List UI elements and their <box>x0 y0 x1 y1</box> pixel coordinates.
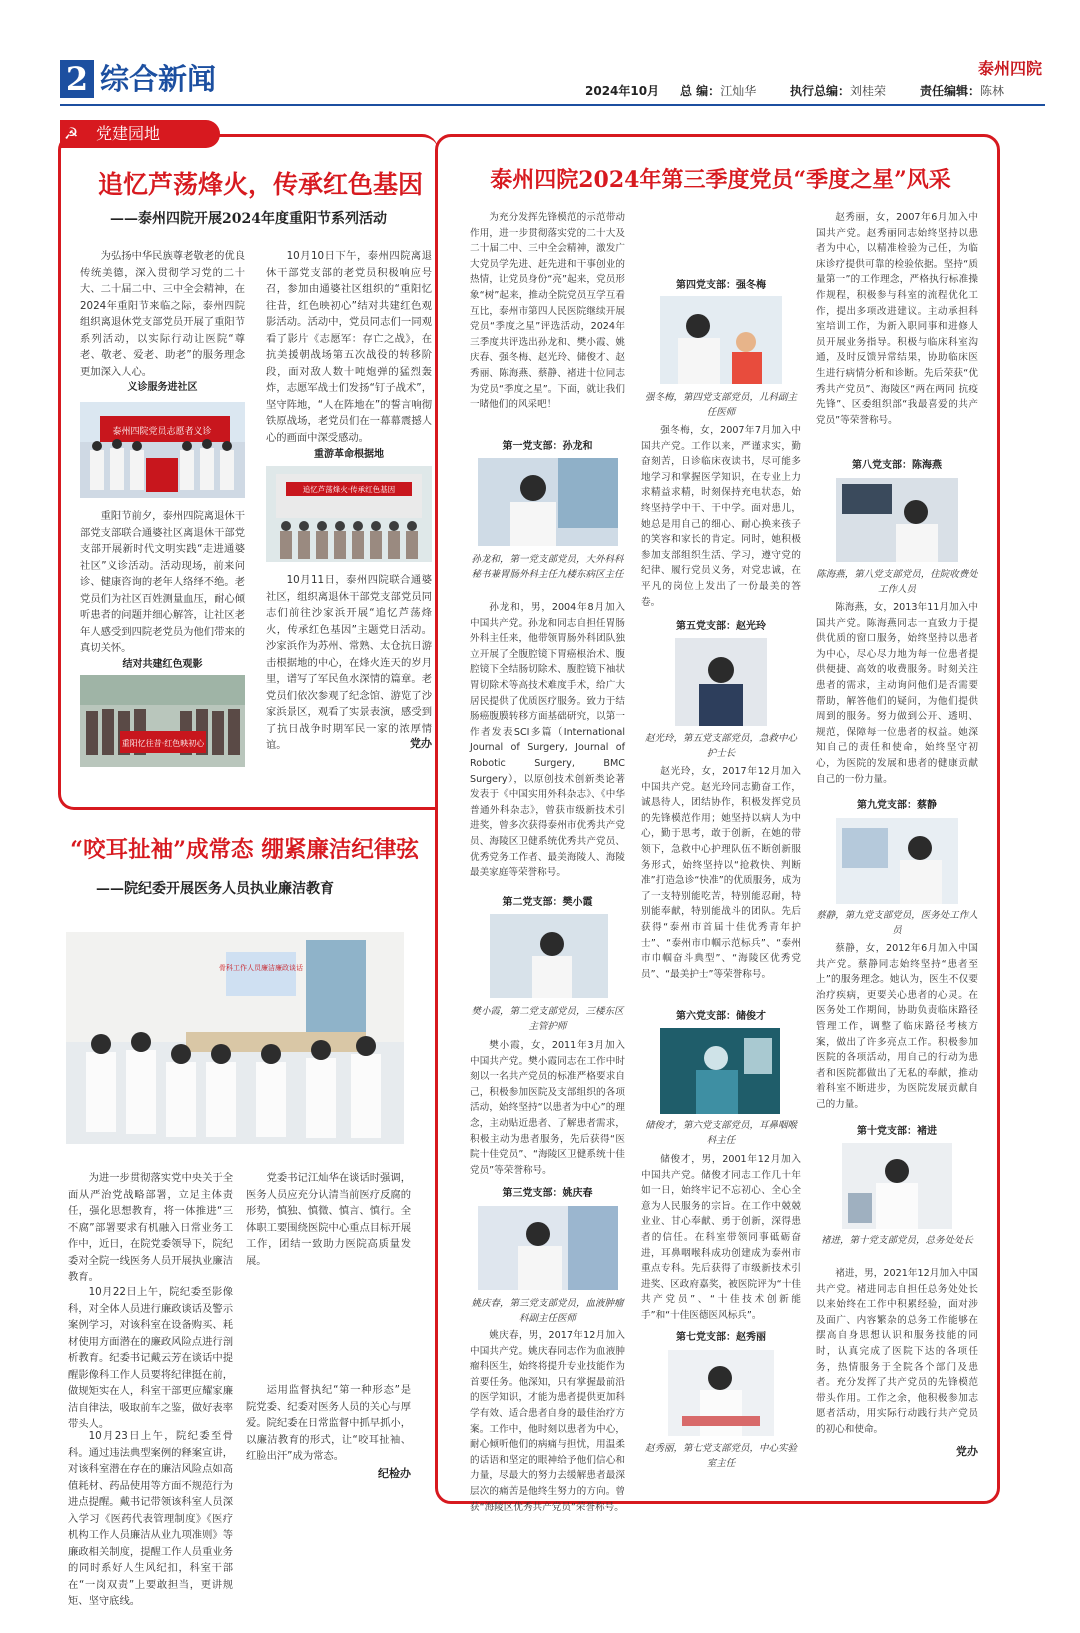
portrait-caption: 樊小霞，第二党支部党员，三楼东区主管护师 <box>471 1006 624 1032</box>
article2-signature: 纪检办 <box>378 1467 411 1480</box>
star-text: 赵秀丽，女，2007年6月加入中国共产党。赵秀丽同志始终坚持以患者为中心，以精准检验为己任，为临床诊疗提供可靠的检验依据。坚持“质量第一”的工作理念，严格执行标准操作规程，积极参与科室的流程优化工作，提出多项改进建议。主动承担科室培训工作，为新入职同事和进修人员开展业务指导。积极与临床科室沟通，及时反馈异常结果，协助临床医生进行病情分析和诊断。先后荣获“优秀共产党员”、海陵区“两在两同 抗疫先锋”、区委组织部“我最喜爱的共产党员”等荣誉称号。 <box>816 212 978 426</box>
star-heading: 第七党支部：赵秀丽 <box>676 1332 766 1343</box>
duty-editor: 责任编辑：陈林 <box>920 84 1005 98</box>
clinic-banner-text: 泰州四院党员志愿者义诊 <box>112 427 212 437</box>
portrait-photo <box>660 296 782 384</box>
article1-subtitle: ——泰州四院开展2024年度重阳节系列活动 <box>110 211 387 227</box>
trip-banner-text: 追忆芦荡烽火·传承红色基因 <box>302 485 396 494</box>
article2-para: 为进一步贯彻落实党中央关于全面从严治党战略部署，立足主体责任，强化思想教育，将一体推进“三不腐”部署要求有机融入日常业务工作中，近日，在院党委领导下，院纪委对全院一线医务人员开展执业廉洁教育。 <box>68 1172 233 1283</box>
meeting-screen-text: 骨科工作人员廉洁廉政谈话 <box>219 964 303 972</box>
portrait-photo <box>478 458 618 546</box>
portrait-caption: 褚进，第十党支部党员，总务处处长 <box>820 1235 973 1246</box>
portrait-caption: 蔡静，第九党支部党员，医务处工作人员 <box>816 910 978 936</box>
portrait-caption: 陈海燕，第八党支部党员，住院收费处工作人员 <box>816 569 978 595</box>
article2-title: “咬耳扯袖”成常态 绷紧廉洁纪律弦 <box>70 837 419 863</box>
star-text: 蔡静，女，2012年6月加入中国共产党。蔡静同志始终坚持“患者至上”的服务理念。她认为，医生不仅要治疗疾病，更要关心患者的心灵。在医务处工作期间，协助负责临床路径管理工作，调整了临床路径考核方案，做出了许多亮点工作。积极参加医院的各项活动，用自己的行动为患者和医院都做出了无私的奉献，推动着科室不断进步，为医院发展贡献自己的力量。 <box>816 943 978 1110</box>
star-text: 强冬梅，女，2007年7月加入中国共产党。工作以来，严谨求实，勤奋刻苦，日诊临床夜读书，尽可能多地学习和掌握医学知识，在专业上力求精益求精，时刻保持充电状态，始终坚持学中干、干中学。面对患儿，她总是用自己的细心、耐心换来孩子的笑容和家长的肯定。同时，她积极参加支部组织生活、学习，遵守党的纪律、履行党员义务，对党忠诚，在平凡的岗位上发出了一份最美的答卷。 <box>641 425 801 608</box>
portrait-caption: 赵光玲，第五党支部党员，急救中心护士长 <box>644 733 797 759</box>
article2-para: 10月22日上午，院纪委至影像科，对全体人员进行廉政谈话及警示案例学习，对该科室在设备购买、耗材使用方面潜在的廉政风险点进行剖析教育。纪委书记戴云芳在谈话中提醒影像科工作人员要将纪律挺在前，做规矩实在人，科室干部更应耀家廉洁自律法，吸取前车之鉴，做好表率带头人。 <box>68 1286 233 1430</box>
article1-signature: 党办 <box>410 737 432 750</box>
clinic-photo <box>80 402 245 498</box>
party-emblem-icon: ☭ <box>64 124 79 143</box>
portrait-caption: 储俊才，第六党支部党员，耳鼻咽喉科主任 <box>644 1120 797 1146</box>
star-heading: 第四党支部：强冬梅 <box>676 280 766 291</box>
star-text: 樊小霞，女，2011年3月加入中国共产党。樊小霞同志在工作中时刻以一名共产党员的标准严格要求自己，积极参加医院及支部组织的各项活动，始终坚持“以患者为中心”的理念，主动贴近患者、了解患者需求，积极主动为患者服务，先后获得“医院十佳党员”、“海陵区卫健系统十佳党员”等荣誉称号。 <box>470 1040 625 1176</box>
portrait-photo <box>490 914 608 998</box>
article1-caption: 重游革命根据地 <box>314 449 384 460</box>
portrait-photo <box>675 638 767 726</box>
exec-editor: 执行总编：刘桂荣 <box>790 84 887 98</box>
portrait-photo <box>836 478 958 562</box>
portrait-photo <box>478 1206 618 1290</box>
article1-title: 追忆芦荡烽火，传承红色基因 <box>97 170 423 199</box>
star-text: 孙龙和，男，2004年8月加入中国共产党。孙龙和同志自担任胃肠外科主任来，他带领胃肠外科团队独立开展了全腹腔镜下胃癌根治术、腹腔镜下全结肠切除术、腹腔镜下袖状胃切除术等高技术难度手术，给广大居民提供了优质医疗服务。致力于结肠癌腹膜转移方面基础研究，以第一作者发表SCI多篇（International Journal of Surgery, Journal of Robotic Surgery, BMC Surgery），以原创技术创新类论著发表于《中国实用外科杂志》、《中华普通外科杂志》，曾获市级新技术引进奖，曾多次获得泰州市优秀共产党员、海陵区卫健系统优秀共产党员、优秀党务工作者、最美海陵人、海陵最美家庭等荣誉称号。 <box>470 602 625 879</box>
article1-caption: 义诊服务进社区 <box>127 382 198 393</box>
article2-para: 运用监督执纪“第一种形态”是院党委、纪委对医务人员的关心与厚爱。院纪委在日常监督中抓早抓小，以廉洁教育的形式，让“咬耳扯袖、红脸出汗”成为常态。 <box>246 1384 411 1462</box>
column-tag: 党建园地 <box>60 120 220 148</box>
film-banner-text: 重阳忆往昔·红色映初心 <box>121 739 205 748</box>
film-photo <box>80 675 245 767</box>
chief-editor: 总 编：江灿华 <box>680 84 757 98</box>
portrait-photo <box>836 818 958 904</box>
star-heading: 第六党支部：储俊才 <box>676 1011 766 1022</box>
section-title: 综合新闻 <box>100 62 217 96</box>
star-text: 褚进，男，2021年12月加入中国共产党。褚进同志自担任总务处处长以来始终在工作中积累经验，面对涉及面广、内容繁杂的总务工作能够在摆高自身思想认识和服务技能的同时，认真完成了医院下达的各项任务，热情服务于全院各个部门及患者。充分发挥了共产党员的先锋模范带头作用。工作之余，他积极参加志愿者活动，用实际行动践行共产党员的初心和使命。 <box>816 1268 978 1435</box>
portrait-caption: 赵秀丽，第七党支部党员，中心实验室主任 <box>644 1443 797 1469</box>
star-heading: 第二党支部：樊小霞 <box>502 897 593 908</box>
portrait-caption: 姚庆春，第三党支部党员，血液肿瘤科副主任医师 <box>471 1298 624 1324</box>
star-heading: 第九党支部：蔡静 <box>857 800 937 811</box>
portrait-caption: 孙龙和，第一党支部党员，大外科科秘书兼胃肠外科主任九楼东病区主任 <box>471 554 624 580</box>
star-text: 陈海燕，女，2013年11月加入中国共产党。陈海燕同志一直致力于提供优质的窗口服务，始终坚持以患者为中心，尽心尽力地为每一位患者提供便捷、高效的收费服务。时刻关注患者的需求，主动询问他们是否需要帮助，解答他们的疑问，为他们提供周到的服务。努力做到公开、透明、规范，保障每一位患者的权益。她深知自己的责任和使命，始终坚守初心，为医院的发展和患者的健康贡献自己的一份力量。 <box>816 602 978 785</box>
star-text: 储俊才，男，2001年12月加入中国共产党。储俊才同志工作几十年如一日，始终牢记不忘初心、全心全意为人民服务的宗旨。在工作中兢兢业业、甘心奉献、勇于创新，深得患者的信任。在科室带领同事砥砺奋进，耳鼻咽喉科成功创建成为泰州市重点专科。先后获得了市级新技术引进奖、区政府嘉奖，被医院评为“十佳共产党员”、“十佳技术创新能手”和“十佳医德医风标兵”。 <box>641 1154 801 1321</box>
article1-caption: 结对共建红色观影 <box>122 659 203 670</box>
article2-para: 党委书记江灿华在谈话时强调，医务人员应充分认清当前医疗反腐的形势，慎独、慎微、慎言、慎行。全体职工要围绕医院中心重点目标开展工作，团结一致助力医院高质量发展。 <box>246 1172 411 1267</box>
issue-date: 2024年10月 <box>585 84 660 98</box>
portrait-photo <box>660 1028 780 1114</box>
trip-photo <box>266 466 432 562</box>
star-heading: 第五党支部：赵光玲 <box>676 621 766 632</box>
article3-intro: 为充分发挥先锋模范的示范带动作用，进一步贯彻落实党的二十大及二十届二中、三中全会精神，激发广大党员学先进、赶先进和干事创业的热情，让党员身份“亮”起来，党员形象“树”起来，推动全院党员互学互看互比，泰州市第四人民医院继续开展党员“季度之星”评选活动，2024年三季度共评选出孙龙和、樊小霞、姚庆春、强冬梅、赵光玲、储俊才、赵秀丽、陈海燕、蔡静、褚进十位同志为党员“季度之星”。下面，就让我们一睹他们的风采吧！ <box>470 212 625 411</box>
article3-title: 泰州四院2024年第三季度党员“季度之星”风采 <box>490 167 951 193</box>
star-text: 姚庆春，男，2017年12月加入中国共产党。姚庆春同志作为血液肿瘤科医生，始终将提升专业技能作为首要任务。他深知，只有掌握最前沿的医学知识，才能为患者提供更加科学有效、适合患者自身的最佳治疗方案。工作中，他时刻以患者为中心，耐心倾听他们的病痛与担忧，用温柔的话语和坚定的眼神给予他们信心和力量，尽最大的努力去缓解患者最深层次的痛苦是他终生努力的方向。曾获“海陵区优秀共产党员”荣誉称号。 <box>470 1330 625 1513</box>
masthead-logo: 泰州四院 <box>977 59 1042 78</box>
star-heading: 第三党支部：姚庆春 <box>502 1188 593 1199</box>
portrait-photo <box>842 1143 952 1229</box>
article1-para: 10月10日下午，泰州四院离退休干部党支部的老党员积极响应号召，参加由通婆社区组织的“重阳忆往昔，红色映初心”结对共建红色观影活动。活动中，党员同志们一同观看了影片《志愿军：存亡之战》，在抗美援朝战场第五次战役的转移阶段，面对敌人数十吨炮弹的猛烈轰炸，志愿军战士们发扬“钉子战术”，坚守阵地，“人在阵地在”的誓言响彻铁原战场，老党员们在一幕幕震撼人心的画面中深受感动。 <box>266 250 432 444</box>
star-heading: 第一党支部：孙龙和 <box>502 441 593 452</box>
article1-para: 重阳节前夕，泰州四院离退休干部党支部联合通婆社区离退休干部党支部开展新时代文明实践“走进通婆社区”义诊活动。活动现场，前来问诊、健康咨询的老年人络绎不绝。老党员们为社区百姓测量血压，耐心倾听患者的问题并细心解答，让社区老年人感受到四院老党员为他们带来的真切关怀。 <box>80 510 245 654</box>
article2-subtitle: ——院纪委开展医务人员执业廉洁教育 <box>96 881 334 897</box>
article2-para: 10月23日上午，院纪委至骨科。通过违法典型案例的释案宣讲，对该科室潜在存在的廉洁风险点如高值耗材、药品使用等方面不规范行为进点提醒。戴书记带领该科室人员深入学习《医药代表管理制度》《医疗机构工作人员廉洁从业九项准则》等廉政相关制度，提醒工作人员重业务的同时系好人生风纪扣，科室干部在“一岗双责”上要敢担当，更讲规矩、坚守底线。 <box>68 1430 233 1607</box>
portrait-photo <box>668 1350 774 1436</box>
star-heading: 第八党支部：陈海燕 <box>852 460 942 471</box>
article1-para: 为弘扬中华民族尊老敬老的优良传统美德，深入贯彻学习党的二十大、二十届二中、三中全会精神，在2024年重阳节来临之际，泰州四院组织离退休党支部党员开展了重阳节系列活动，以实际行动让医院“尊老、敬老、爱老、助老”的服务理念更加深入人心。 <box>80 250 245 378</box>
article3-signature: 党办 <box>956 1445 978 1458</box>
page-number: 2 <box>60 60 94 98</box>
meeting-photo <box>66 932 404 1144</box>
portrait-caption: 强冬梅，第四党支部党员，儿科副主任医师 <box>644 392 797 418</box>
star-text: 赵光玲，女，2017年12月加入中国共产党。赵光玲同志勤奋工作，诚恳待人，团结协作，积极发挥党员的先锋模范作用；她坚持以病人为中心，勤于思考，敢于创新，在她的带领下，急救中心护理队伍不断创新服务形式，始终坚持以“抢救快、判断准”打造急诊“快准”的优质服务，成为了一支特别能吃苦，特别能忍耐，特别能奉献，特别能战斗的团队。先后获得“泰州市首届十佳优秀青年护士”、“泰州市巾帼示范标兵”、“泰州市巾帼奋斗典型”、“海陵区优秀党员”、“最美护士”等荣誉称号。 <box>641 766 801 980</box>
article1-para: 10月11日，泰州四院联合通婆社区，组织离退休干部党支部党员同志们前往沙家浜开展“追忆芦荡烽火，传承红色基因”主题党日活动。沙家浜作为苏州、常熟、太仓抗日游击根据地的中心，在烽火连天的岁月里，谱写了军民鱼水深情的篇章。老党员们依次参观了纪念馆、游览了沙家浜景区，观看了实景表演，感受到了抗日战争时期军民一家的浓厚情谊。 <box>266 574 432 751</box>
star-heading: 第十党支部：褚进 <box>857 1126 937 1137</box>
header-rule <box>60 104 1045 106</box>
